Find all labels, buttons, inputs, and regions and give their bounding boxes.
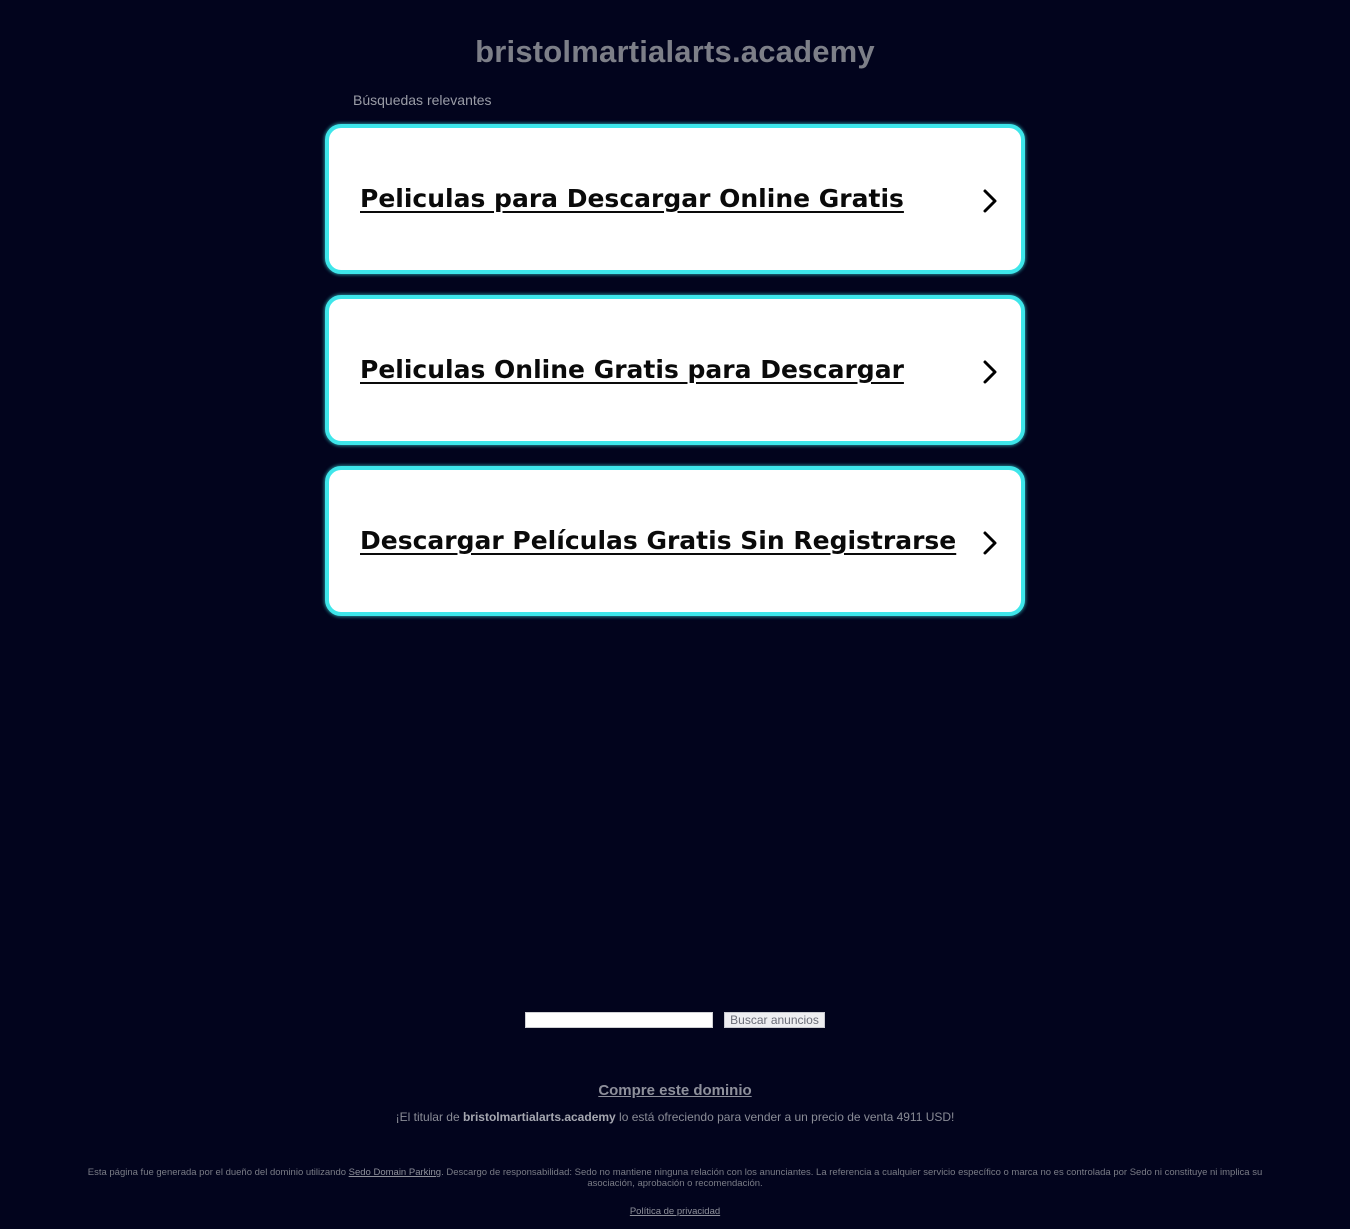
offer-prefix: ¡El titular de	[395, 1110, 463, 1124]
related-link-card-3[interactable]	[325, 466, 1025, 616]
privacy-policy-link[interactable]: Política de privacidad	[629, 1206, 721, 1217]
ad-search-form	[525, 1012, 825, 1029]
chevron-right-icon	[979, 530, 1001, 556]
disclaimer-text	[75, 1167, 1275, 1189]
chevron-right-icon	[979, 359, 1001, 385]
disclaimer-suffix: . Descargo de responsabilidad: Sedo no mantiene ninguna relación con los anunciantes. La referencia a cualquier servicio específico o marca no es controlada por Sedo ni constituye ni implica su asociación, aprobación o recomendación.	[441, 1167, 1263, 1189]
related-links-list	[325, 124, 1025, 637]
chevron-right-icon	[979, 188, 1001, 214]
buy-domain-link-wrapper	[0, 1082, 1350, 1099]
related-link-text[interactable]: Descargar Películas Gratis Sin Registrarse	[360, 526, 957, 555]
search-input[interactable]	[525, 1012, 713, 1028]
offer-domain: bristolmartialarts.academy	[462, 1110, 616, 1124]
related-link-text[interactable]: Peliculas para Descargar Online Gratis	[360, 184, 904, 213]
buy-domain-link[interactable]: Compre este dominio	[598, 1082, 752, 1099]
related-link-card-2[interactable]	[325, 295, 1025, 445]
sedo-parking-link[interactable]: Sedo Domain Parking	[348, 1167, 442, 1178]
related-link-text[interactable]: Peliculas Online Gratis para Descargar	[360, 355, 904, 384]
disclaimer-prefix: Esta página fue generada por el dueño del dominio utilizando	[87, 1167, 349, 1178]
privacy-wrapper	[0, 1206, 1350, 1217]
offer-suffix: lo está ofreciendo para vender a un precio de venta 4911 USD!	[615, 1110, 955, 1124]
related-searches-label: Búsquedas relevantes	[353, 92, 492, 108]
sale-offer-text	[0, 1110, 1350, 1124]
related-link-card-1[interactable]	[325, 124, 1025, 274]
search-ads-button[interactable]: Buscar anuncios	[724, 1012, 825, 1028]
domain-title: bristolmartialarts.academy	[475, 34, 875, 69]
